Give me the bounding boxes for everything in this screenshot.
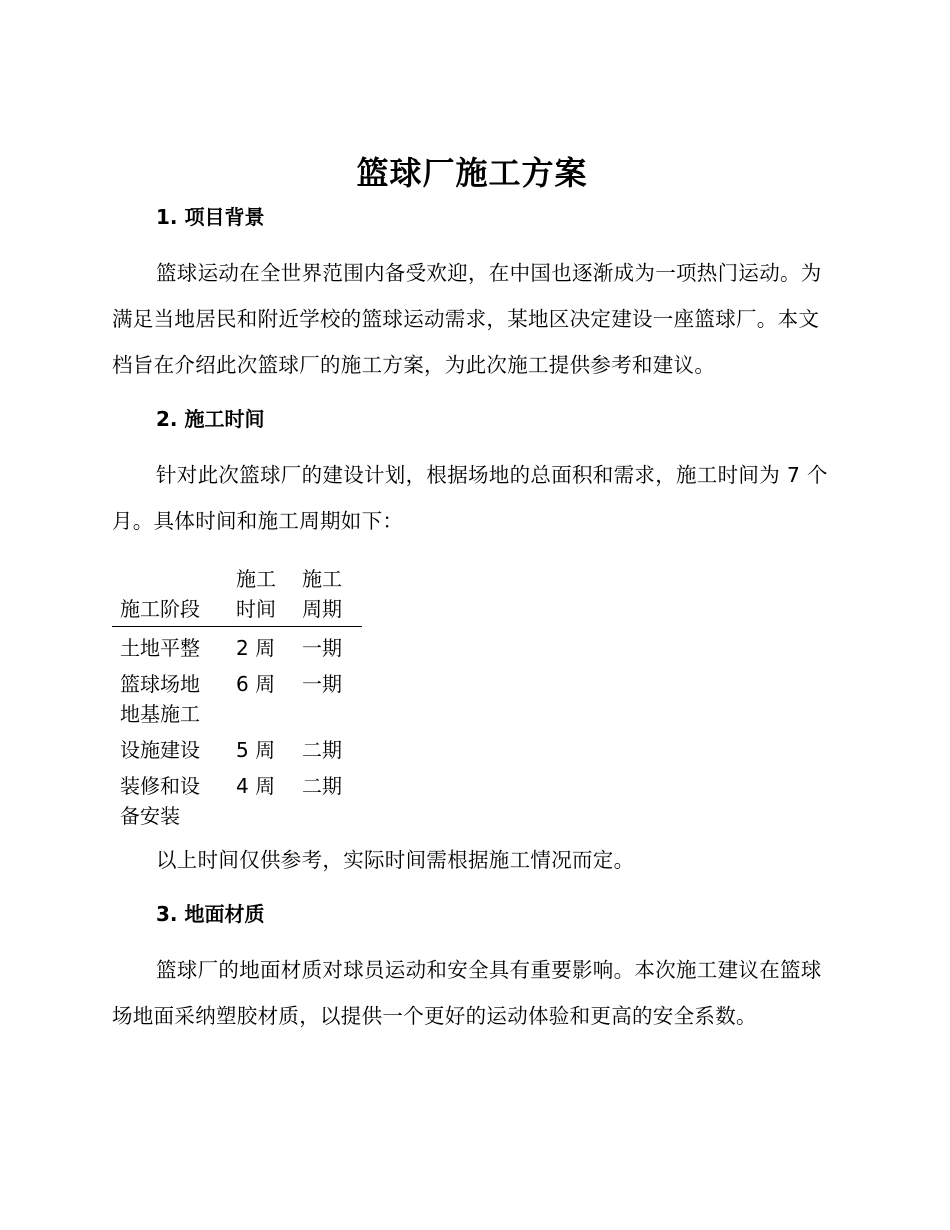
table-cell-duration: 5 周 bbox=[236, 738, 276, 762]
section-paragraph: 篮球运动在全世界范围内备受欢迎，在中国也逐渐成为一项热门运动。为满足当地居民和附近学校的篮球运动需求，某地区决定建设一座篮球厂。本文档旨在介绍此次篮球厂的施工方案，为此次施工提供参考和建议。 bbox=[112, 261, 822, 377]
table-cell-phase: 土地平整 bbox=[120, 636, 200, 660]
table-footnote: 以上时间仅供参考，实际时间需根据施工情况而定。 bbox=[156, 848, 635, 872]
table-row bbox=[112, 729, 362, 765]
table-cell-duration: 6 周 bbox=[236, 672, 276, 696]
document-page bbox=[112, 150, 832, 1039]
section-heading-schedule: 2. 施工时间 bbox=[156, 407, 265, 431]
section-heading-background: 1. 项目背景 bbox=[156, 205, 265, 229]
spacer bbox=[112, 929, 832, 947]
section-paragraph: 针对此次篮球厂的建设计划，根据场地的总面积和需求，施工时间为 7 个月。具体时间和施工周期如下： bbox=[112, 463, 828, 533]
spacer bbox=[112, 388, 832, 404]
column-header-period: 施工周期 bbox=[302, 567, 342, 621]
column-header-duration: 施工时间 bbox=[236, 567, 276, 621]
table-header-row bbox=[112, 564, 362, 627]
table-cell-period: 二期 bbox=[302, 774, 342, 798]
spacer bbox=[112, 883, 832, 899]
table-row bbox=[112, 627, 362, 664]
document-title: 篮球厂施工方案 bbox=[356, 154, 588, 192]
table-cell-period: 一期 bbox=[302, 636, 342, 660]
table-cell-period: 二期 bbox=[302, 738, 342, 762]
table-cell-phase: 装修和设备安装 bbox=[120, 774, 200, 828]
table-cell-duration: 4 周 bbox=[236, 774, 276, 798]
spacer bbox=[112, 232, 832, 250]
column-header-phase: 施工阶段 bbox=[120, 597, 200, 621]
spacer bbox=[112, 434, 832, 452]
table-cell-phase: 设施建设 bbox=[120, 738, 200, 762]
table-cell-duration: 2 周 bbox=[236, 636, 276, 660]
table-row bbox=[112, 663, 362, 729]
table-row bbox=[112, 765, 362, 831]
table-cell-period: 一期 bbox=[302, 672, 342, 696]
table-cell-phase: 篮球场地地基施工 bbox=[120, 672, 200, 726]
section-heading-floor-material: 3. 地面材质 bbox=[156, 902, 265, 926]
section-paragraph: 篮球厂的地面材质对球员运动和安全具有重要影响。本次施工建议在篮球场地面采纳塑胶材质，以提供一个更好的运动体验和更高的安全系数。 bbox=[112, 958, 822, 1028]
schedule-table bbox=[112, 564, 362, 831]
